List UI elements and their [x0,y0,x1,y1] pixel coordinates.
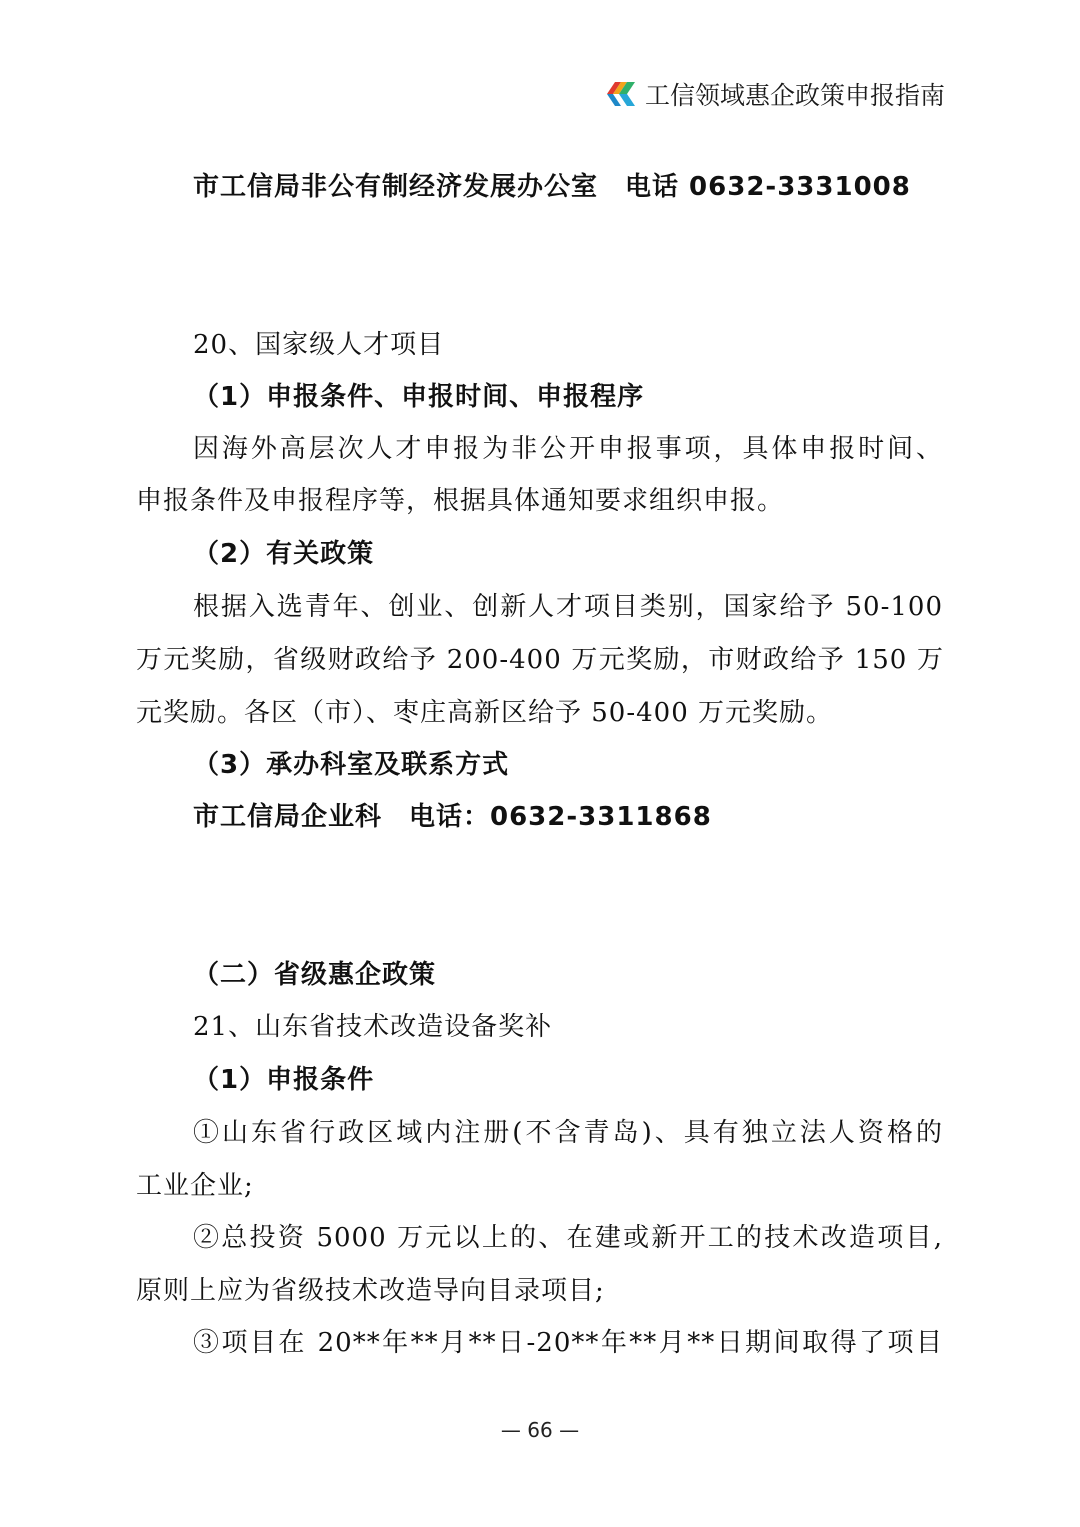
section-heading-provincial: （二）省级惠企政策 [193,960,437,990]
paragraph-line: 工业企业; [136,1171,254,1201]
header-title: 工信领域惠企政策申报指南 [644,81,945,110]
chevron-logo-icon [605,79,639,109]
paragraph-line: 申报条件及申报程序等，根据具体通知要求组织申报。 [136,486,785,516]
paragraph-line: ③项目在 20**年**月**日-20**年**月**日期间取得了项目 [193,1328,943,1358]
paragraph-line: ②总投资 5000 万元以上的、在建或新开工的技术改造项目, [193,1223,943,1253]
section-heading-21: 21、山东省技术改造设备奖补 [193,1012,553,1042]
section-heading-20: 20、国家级人才项目 [193,330,445,360]
paragraph-line: 原则上应为省级技术改造导向目录项目; [136,1276,605,1306]
paragraph-line: 因海外高层次人才申报为非公开申报事项，具体申报时间、 [193,434,943,464]
subheading-conditions: （1）申报条件 [193,1065,375,1095]
enterprise-contact-line: 市工信局企业科 电话：0632-3311868 [193,802,712,832]
subheading-application: （1）申报条件、申报时间、申报程序 [193,382,645,412]
page-number: — 66 — [500,1418,580,1442]
paragraph-line: 万元奖励，省级财政给予 200-400 万元奖励，市财政给予 150 万 [136,645,944,675]
paragraph-line: 元奖励。各区（市）、枣庄高新区给予 50-400 万元奖励。 [136,698,834,728]
office-contact-line: 市工信局非公有制经济发展办公室 电话 0632-3331008 [193,172,911,202]
paragraph-line: ①山东省行政区域内注册(不含青岛)、具有独立法人资格的 [193,1118,943,1148]
subheading-policy: （2）有关政策 [193,539,375,569]
page-header [605,76,945,112]
paragraph-line: 根据入选青年、创业、创新人才项目类别，国家给予 50-100 [193,592,943,622]
subheading-contact: （3）承办科室及联系方式 [193,750,510,780]
